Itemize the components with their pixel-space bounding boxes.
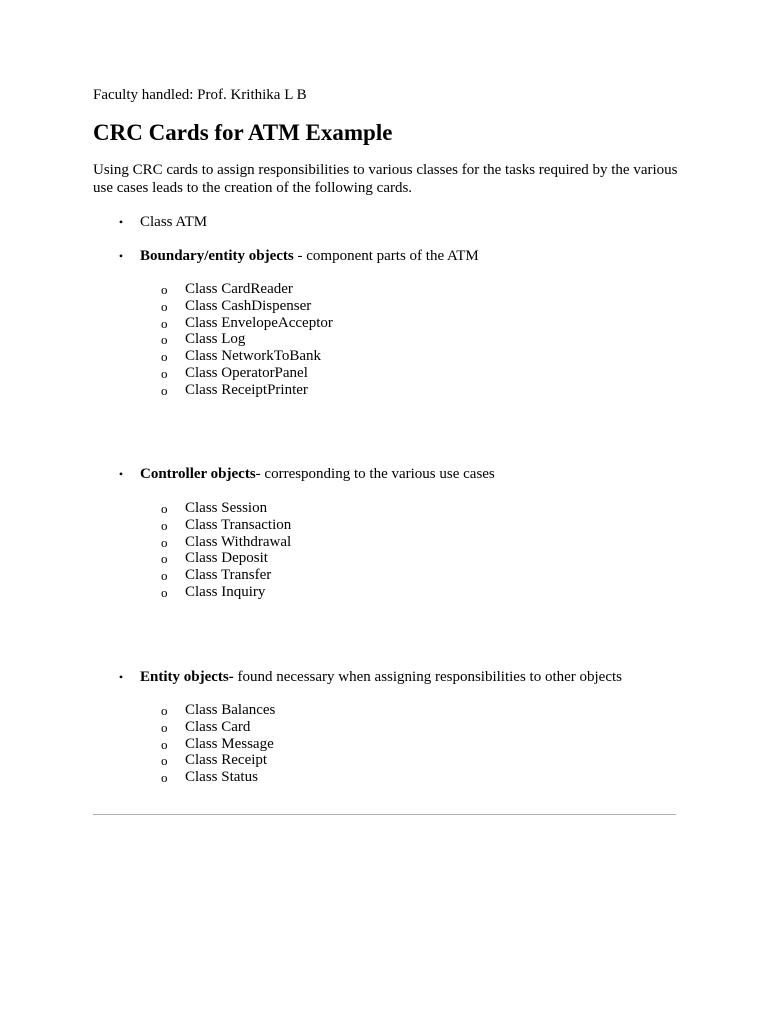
bullet-marker: •: [118, 215, 124, 229]
bullet-text: Class ATM: [140, 214, 208, 230]
bullet-marker: •: [118, 249, 124, 263]
bullet-text: Entity objects- found necessary when assigning responsibilities to other objects: [140, 669, 623, 685]
faculty-line: Faculty handled: Prof. Krithika L B: [93, 87, 307, 103]
bullet-text: Controller objects- corresponding to the various use cases: [140, 466, 495, 482]
bullet-text: Boundary/entity objects - component parts of the ATM: [140, 248, 479, 264]
page-title: CRC Cards for ATM Example: [93, 120, 393, 145]
bullet-marker: •: [118, 670, 124, 684]
intro-paragraph: Using CRC cards to assign responsibilities to various classes for the tasks required by the various use cases leads to the creation of the following cards.: [93, 162, 678, 196]
bullet-marker: •: [118, 467, 124, 481]
horizontal-divider: [93, 814, 676, 815]
document-page: Faculty handled: Prof. Krithika L B CRC Cards for ATM Example Using CRC cards to assign responsibilities to various classes for the tasks required by the various use cases leads to the creation of the following cards. • Class ATM • Boundary/entity objects - component parts of the ATM o Class CardReader o Class CashDispenser o Class EnvelopeAcceptor o Class Log o Class NetworkToBank o Class OperatorPanel o Class ReceiptPrinter • Controller objects- corresponding to the various use cases o Class Session o Class Transaction o Class Withdrawal o Class Deposit o Class Transfer o Class Inquiry • Entity objects- found necessary when assigning responsibilities to other objects o Class Balances o Class Card o Class Message o Class Receipt o Class Status: [0, 0, 768, 1024]
